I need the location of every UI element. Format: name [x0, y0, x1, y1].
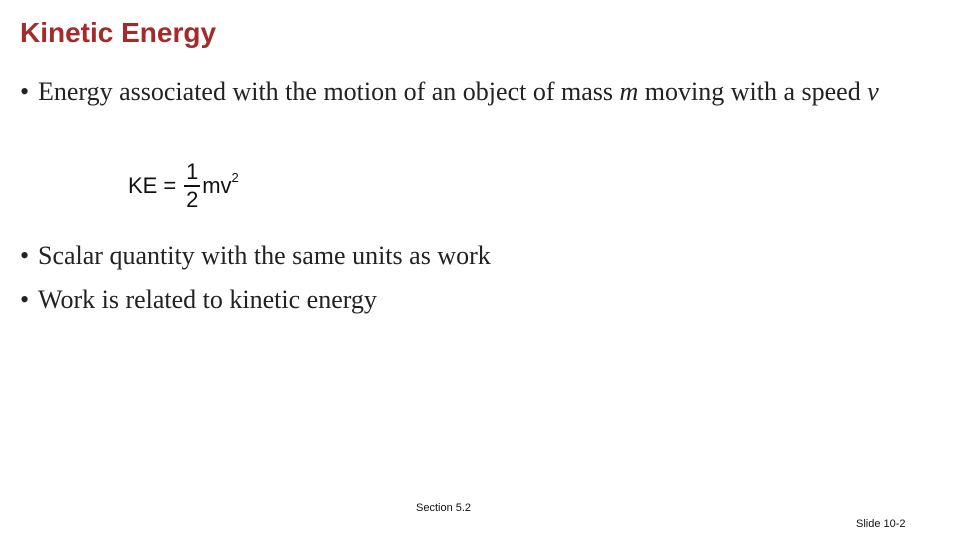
footer-section-label: Section 5.2	[416, 502, 472, 514]
bullet-item-work-relation	[20, 284, 377, 316]
fraction-denominator: 2	[186, 187, 199, 212]
footer-slide-number: Slide 10-2	[856, 518, 906, 530]
slide-title: Kinetic Energy	[20, 17, 217, 48]
bullet-text	[38, 76, 879, 108]
bullet-text: Work is related to kinetic energy	[38, 285, 377, 314]
bullet-text-part: moving with a speed	[638, 77, 868, 106]
bullet-item-scalar-quantity	[20, 240, 491, 272]
speed-variable: v	[867, 77, 879, 106]
equation-lhs: KE	[128, 173, 158, 198]
equation-exponent: 2	[231, 169, 239, 185]
fraction-numerator: 1	[186, 159, 199, 184]
bullet-marker: •	[20, 285, 30, 314]
bullet-text-part: Energy associated with the motion of an object of mass	[38, 77, 620, 106]
bullet-text: Scalar quantity with the same units as work	[38, 241, 491, 270]
bullet-marker: •	[20, 77, 30, 106]
equation-equals-sign: =	[163, 173, 177, 198]
bullet-marker: •	[20, 241, 30, 270]
kinetic-energy-equation	[128, 160, 239, 212]
bullet-item-energy-motion	[20, 76, 940, 108]
equation-fraction	[184, 160, 200, 212]
equation-rhs: mv	[202, 173, 232, 198]
mass-variable: m	[619, 77, 639, 106]
